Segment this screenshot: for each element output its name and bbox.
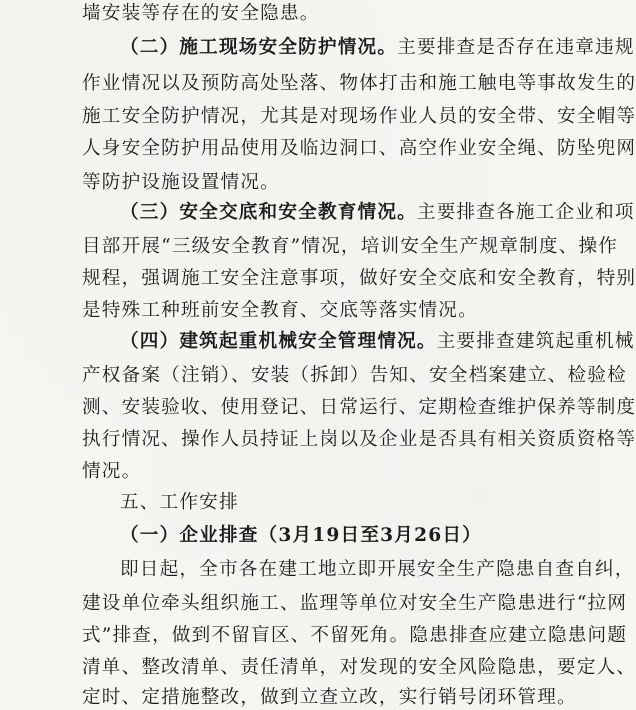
section-5-heading: 五、工作安排 xyxy=(120,492,239,513)
text-line: 情况。 xyxy=(82,461,142,482)
text-line: 产权备案（注销）、安装（拆卸）告知、安全档案建立、检验检 xyxy=(82,365,627,386)
text-line: 式”排查，做到不留盲区、不留死角。隐患排查应建立隐患问题 xyxy=(82,625,628,646)
text-line: 墙安装等存在的安全隐患。 xyxy=(82,3,320,24)
text-line: 是特殊工种班前安全教育、交底等落实情况。 xyxy=(82,300,478,321)
text-line: 建设单位牵头组织施工、监理等单位对安全生产隐患进行“拉网 xyxy=(82,593,628,614)
text-line: 测、安装验收、使用登记、日常运行、定期检查维护保养等制度 xyxy=(82,397,636,418)
item-2-heading: （二）施工现场安全防护情况。 xyxy=(120,37,398,58)
text-line: 人身安全防护用品使用及临边洞口、高空作业安全绳、防坠兜网 xyxy=(82,138,636,159)
sub-1-lead: 即日起，全市各在建工地立即开展安全生产隐患自查自纠， xyxy=(120,559,635,580)
sub-1-heading: （一）企业排查（3月19日至3月26日） xyxy=(120,525,482,546)
item-2-paragraph-start xyxy=(120,36,635,60)
text-line: 规程，强调施工安全注意事项，做好安全交底和安全教育，特别 xyxy=(82,268,636,289)
item-2-lead: 主要排查是否存在违章违规 xyxy=(397,37,635,58)
item-4-lead: 主要排查建筑起重机械 xyxy=(436,331,635,352)
item-3-heading: （三）安全交底和安全教育情况。 xyxy=(120,202,417,223)
item-4-paragraph-start xyxy=(120,330,635,354)
item-3-paragraph-start xyxy=(120,201,635,225)
text-line: 清单、整改清单、责任清单，对发现的安全风险隐患，要定人、 xyxy=(82,657,636,678)
text-line: 执行情况、操作人员持证上岗以及企业是否具有相关资质资格等 xyxy=(82,429,636,450)
item-4-heading: （四）建筑起重机械安全管理情况。 xyxy=(120,331,437,352)
text-line: 定时、定措施整改，做到立查立改，实行销号闭环管理。 xyxy=(82,687,577,708)
text-line: 施工安全防护情况，尤其是对现场作业人员的安全带、安全帽等 xyxy=(82,106,636,127)
text-line: 作业情况以及预防高处坠落、物体打击和施工触电等事故发生的 xyxy=(82,73,636,94)
item-3-lead: 主要排查各施工企业和项 xyxy=(416,202,635,223)
text-line: 等防护设施设置情况。 xyxy=(82,172,280,193)
text-line: 目部开展“三级安全教育”情况，培训安全生产规章制度、操作 xyxy=(82,236,619,257)
